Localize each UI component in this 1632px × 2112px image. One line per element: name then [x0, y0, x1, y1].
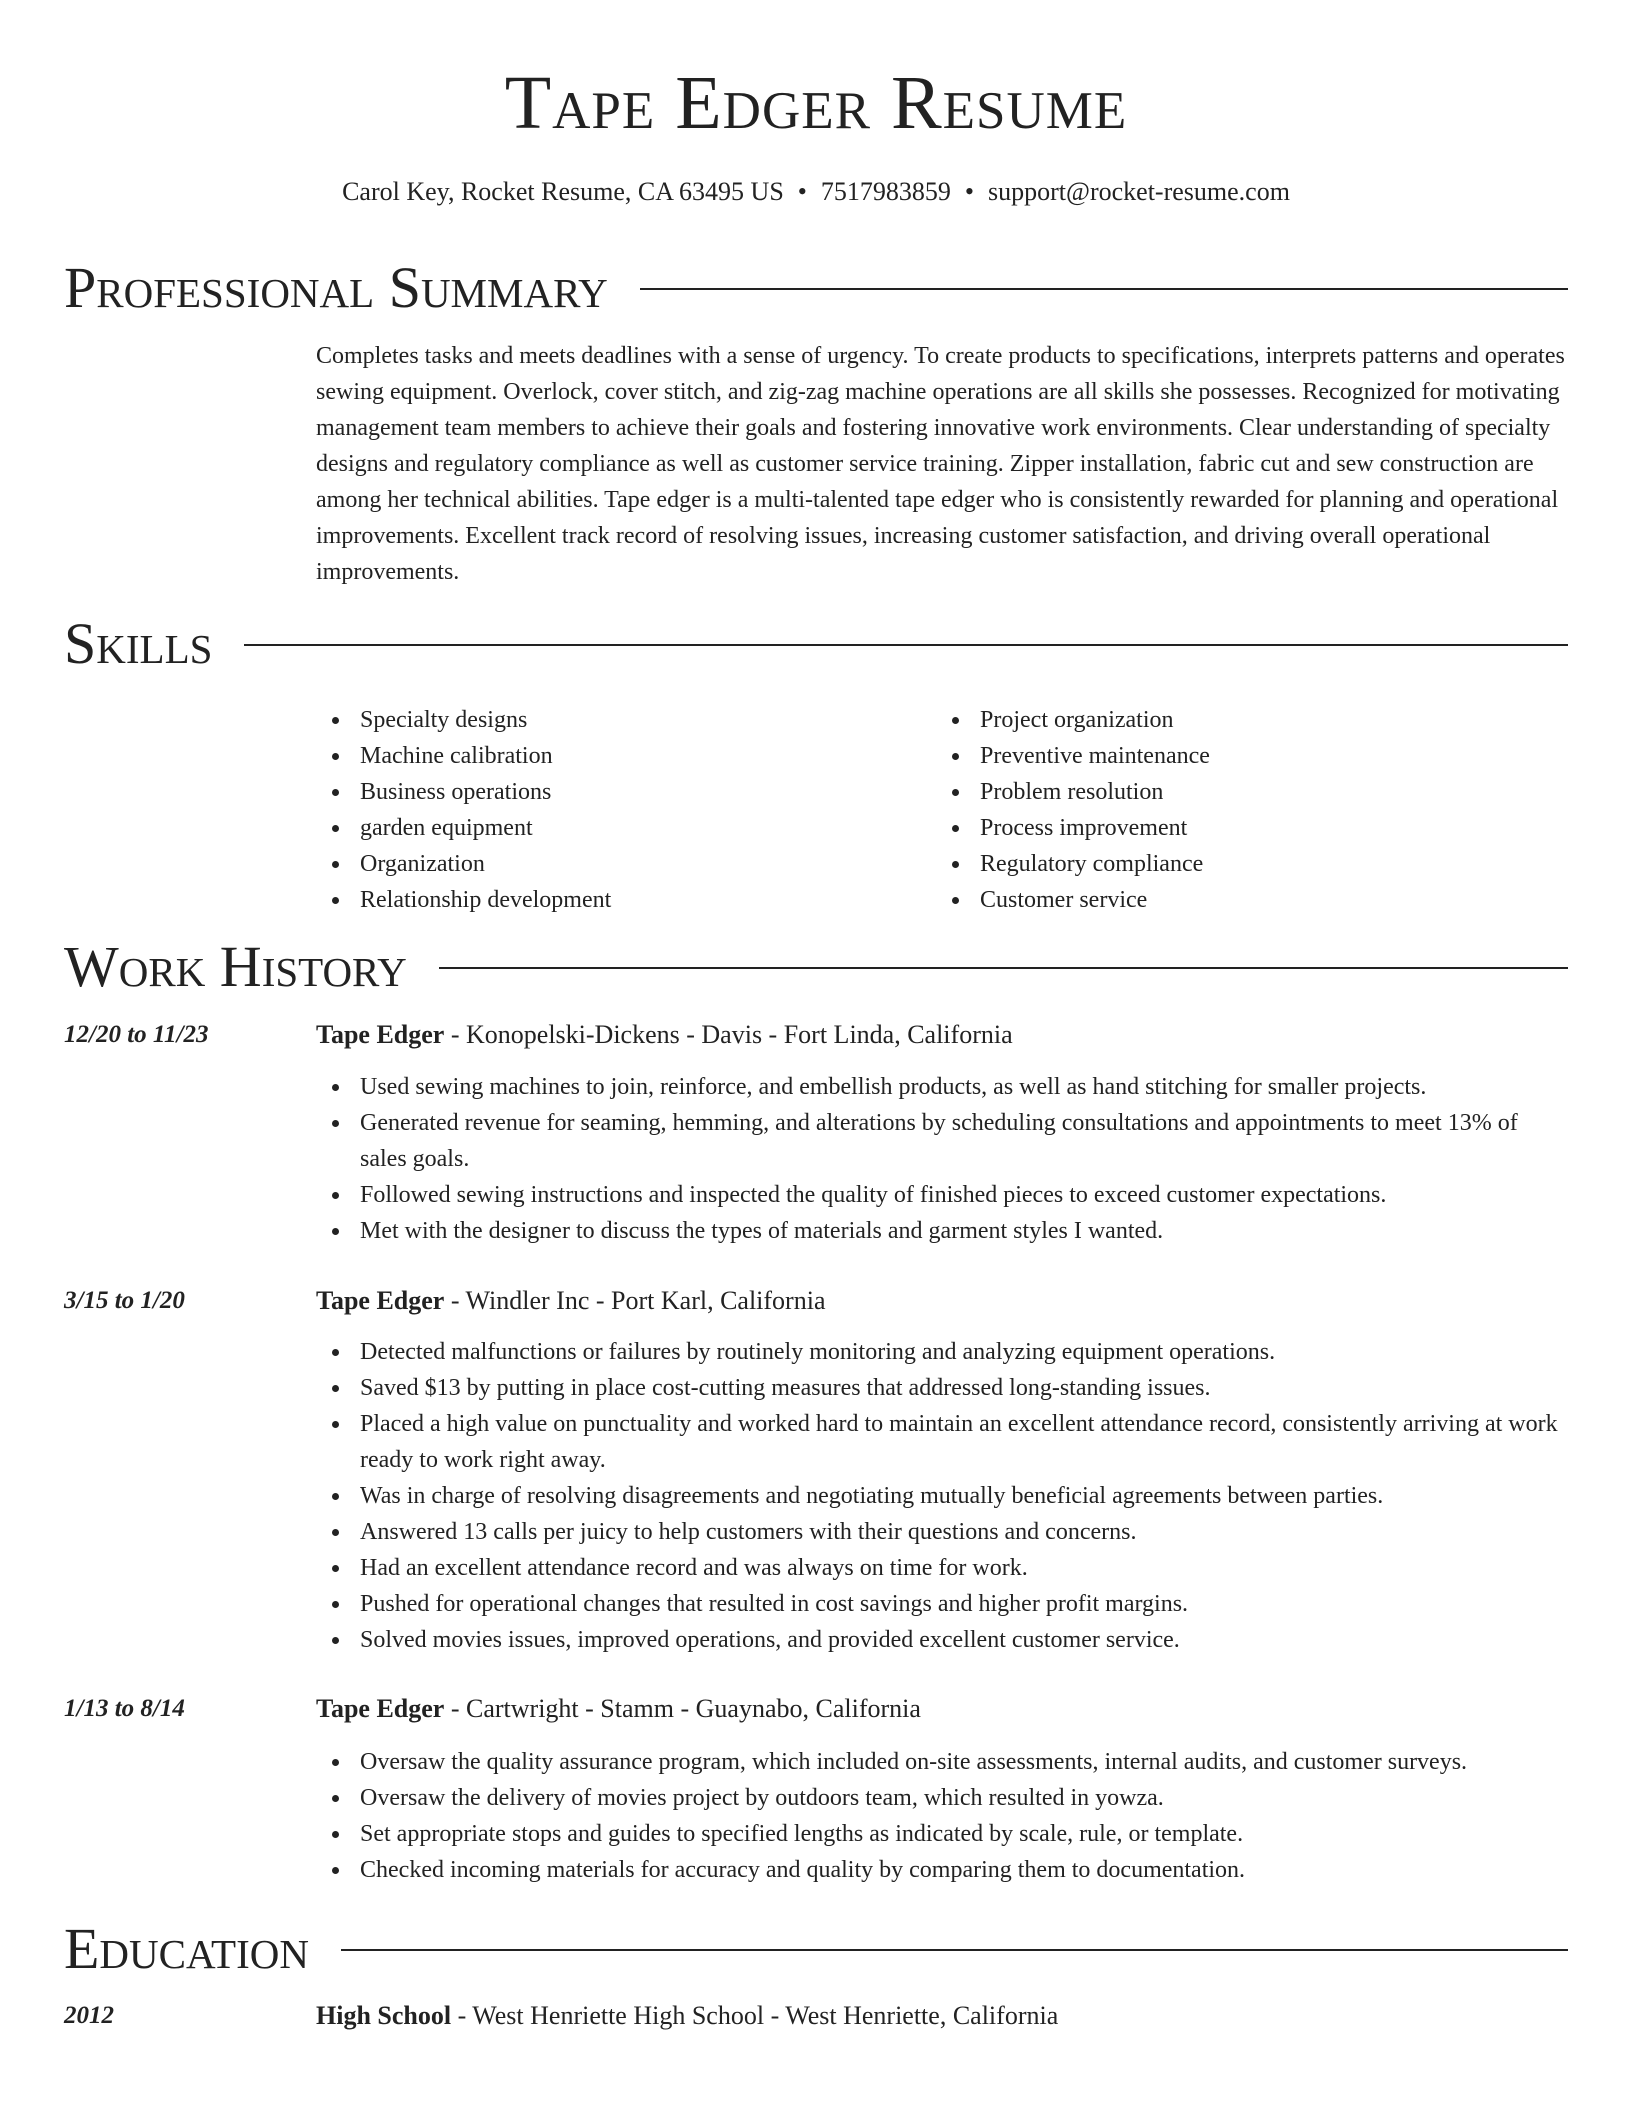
skills-column-left — [316, 702, 936, 918]
job-bullet: Checked incoming materials for accuracy and quality by comparing them to documentation. — [316, 1852, 1568, 1888]
job-bullet: Oversaw the delivery of movies project by outdoors team, which resulted in yowza. — [316, 1780, 1568, 1816]
skills-heading: Skills — [64, 611, 213, 676]
job-headline — [316, 1691, 1568, 1727]
job-bullet: Saved $13 by putting in place cost-cutting measures that addressed long-standing issues. — [316, 1370, 1568, 1406]
skill-item: Machine calibration — [316, 738, 936, 774]
job-bullet: Was in charge of resolving disagreements and negotiating mutually beneficial agreements between parties. — [316, 1478, 1568, 1514]
job-bullet: Had an excellent attendance record and was always on time for work. — [316, 1550, 1568, 1586]
skill-item: Relationship development — [316, 882, 936, 918]
job-dates: 1/13 to 8/14 — [64, 1695, 185, 1722]
job-bullet: Used sewing machines to join, reinforce, and embellish products, as well as hand stitching for smaller projects. — [316, 1069, 1568, 1105]
summary-section-header — [64, 253, 1568, 323]
contact-separator: • — [797, 177, 807, 206]
education-section-header — [64, 1914, 1568, 1984]
education-heading: Education — [64, 1916, 309, 1981]
job-bullet: Followed sewing instructions and inspected the quality of finished pieces to exceed customer expectations. — [316, 1177, 1568, 1213]
job-bullet: Oversaw the quality assurance program, which included on-site assessments, internal audits, and customer surveys. — [316, 1744, 1568, 1780]
skill-item: Problem resolution — [936, 774, 1556, 810]
section-divider — [341, 1949, 1568, 1951]
section-divider — [439, 967, 1568, 969]
contact-line — [0, 174, 1632, 210]
section-divider — [640, 288, 1568, 290]
contact-address: Carol Key, Rocket Resume, CA 63495 US — [342, 177, 784, 206]
job-title: Tape Edger — [316, 1286, 445, 1315]
job-dates: 12/20 to 11/23 — [64, 1021, 209, 1048]
skill-item: Process improvement — [936, 810, 1556, 846]
skill-item: garden equipment — [316, 810, 936, 846]
skill-item: Preventive maintenance — [936, 738, 1556, 774]
job-bullets — [316, 1334, 1568, 1658]
education-school: - West Henriette High School - West Henriette, California — [451, 2001, 1059, 2030]
summary-heading: Professional Summary — [64, 255, 608, 320]
education-degree: High School — [316, 2001, 452, 2030]
job-bullet: Pushed for operational changes that resulted in cost savings and higher profit margins. — [316, 1586, 1568, 1622]
job-title: Tape Edger — [316, 1694, 445, 1723]
job-employer: - Cartwright - Stamm - Guaynabo, California — [444, 1694, 921, 1723]
job-bullet: Placed a high value on punctuality and worked hard to maintain an excellent attendance record, consistently arriving at work ready to work right away. — [316, 1406, 1568, 1478]
job-employer: - Konopelski-Dickens - Davis - Fort Linda, California — [444, 1020, 1013, 1049]
skill-item: Specialty designs — [316, 702, 936, 738]
section-divider — [244, 644, 1568, 646]
job-employer: - Windler Inc - Port Karl, California — [444, 1286, 826, 1315]
contact-separator: • — [964, 177, 975, 206]
job-bullets — [316, 1069, 1568, 1249]
job-bullet: Detected malfunctions or failures by routinely monitoring and analyzing equipment operations. — [316, 1334, 1568, 1370]
contact-email[interactable]: support@rocket-resume.com — [988, 177, 1290, 206]
summary-text: Completes tasks and meets deadlines with a sense of urgency. To create products to specifications, interprets patterns and operates sewing equipment. Overlock, cover stitch, and zig-zag machine operations are all skills she possesses. Recognized for motivating management team members to achieve their goals and fostering innovative work environments. Clear understanding of specialty designs and regulatory compliance as well as customer service training. Zipper installation, fabric cut and sew construction are among her technical abilities. Tape edger is a multi-talented tape edger who is consistently rewarded for planning and operational improvements. Excellent track record of resolving issues, increasing customer satisfaction, and driving overall operational improvements. — [316, 343, 1565, 585]
skills-column-right — [936, 702, 1556, 918]
education-year: 2012 — [64, 2002, 114, 2029]
work-section-header — [64, 932, 1568, 1002]
job-bullet: Set appropriate stops and guides to specified lengths as indicated by scale, rule, or template. — [316, 1816, 1568, 1852]
skill-item: Customer service — [936, 882, 1556, 918]
skills-section-header — [64, 609, 1568, 679]
skill-item: Project organization — [936, 702, 1556, 738]
job-bullet: Generated revenue for seaming, hemming, and alterations by scheduling consultations and appointments to meet 13% of sales goals. — [316, 1105, 1568, 1177]
job-headline — [316, 1017, 1568, 1053]
job-title: Tape Edger — [316, 1020, 445, 1049]
job-bullet: Solved movies issues, improved operations, and provided excellent customer service. — [316, 1622, 1568, 1658]
job-bullets — [316, 1744, 1568, 1888]
skill-item: Organization — [316, 846, 936, 882]
job-dates: 3/15 to 1/20 — [64, 1287, 185, 1314]
job-bullet: Met with the designer to discuss the types of materials and garment styles I wanted. — [316, 1213, 1568, 1249]
job-headline — [316, 1283, 1568, 1319]
work-heading: Work History — [64, 934, 407, 999]
contact-phone: 7517983859 — [820, 177, 951, 206]
skills-list — [316, 702, 1568, 918]
education-headline — [316, 1998, 1568, 2034]
skill-item: Business operations — [316, 774, 936, 810]
job-bullet: Answered 13 calls per juicy to help customers with their questions and concerns. — [316, 1514, 1568, 1550]
skill-item: Regulatory compliance — [936, 846, 1556, 882]
resume-title: Tape Edger Resume — [504, 61, 1128, 145]
